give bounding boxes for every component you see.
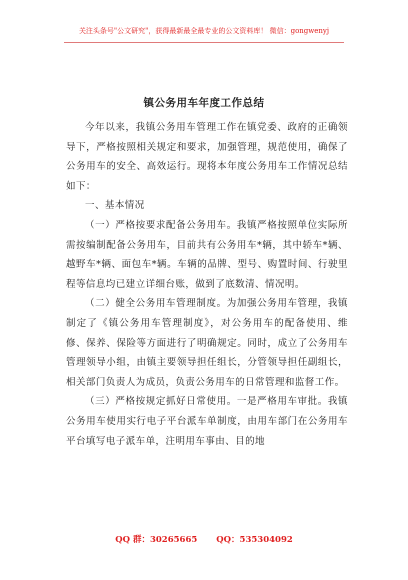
document-body: [66, 118, 348, 451]
footer-qq-group: QQ 群：30265665: [115, 535, 198, 545]
section-heading-basic: 一、基本情况: [85, 200, 145, 212]
footer-qq: QQ：535304092: [216, 535, 293, 545]
document-title: 镇公务用车年度工作总结: [143, 97, 265, 109]
intro-paragraph: 今年以来，我镇公务用车管理工作在镇党委、政府的正确领导下，严格按照相关规定和要求，加强管理，规范使用，确保了公务用车的安全、高效运行。现将本年度公务用车工作情况总结如下：: [66, 122, 348, 192]
paragraph-vehicle-allocation: （一）严格按要求配备公务用车。我镇严格按照单位实际所需按编制配备公务用车，目前共有公务用车*辆，其中轿车*辆、越野车*辆、面包车*辆。车辆的品牌、型号、购置时间、行驶里程等信息均已建立详细台账，做到了底数清、情况明。: [66, 219, 348, 290]
paragraph-daily-usage: （三）严格按规定抓好日常使用。一是严格用车审批。我镇公务用车使用实行电子平台派车单制度，由用车部门在公务用车平台填写电子派车单，注明用车事由、目的地: [66, 396, 348, 447]
header-banner: 关注头条号"公文研究"，获得最新最全最专业的公文资料库！ 微信：gongwenyj: [78, 27, 330, 35]
header-divider: [64, 42, 344, 43]
footer-contact: [0, 533, 408, 545]
paragraph-management-system: （二）健全公务用车管理制度。为加强公务用车管理，我镇制定了《镇公务用车管理制度》，对公务用车的配备使用、维修、保养、保险等方面进行了明确规定。同时，成立了公务用车管理领导小组，由镇主要领导担任组长，分管领导担任副组长，相关部门负责人为成员，负责公务用车的日常管理和监督工作。: [66, 298, 348, 388]
